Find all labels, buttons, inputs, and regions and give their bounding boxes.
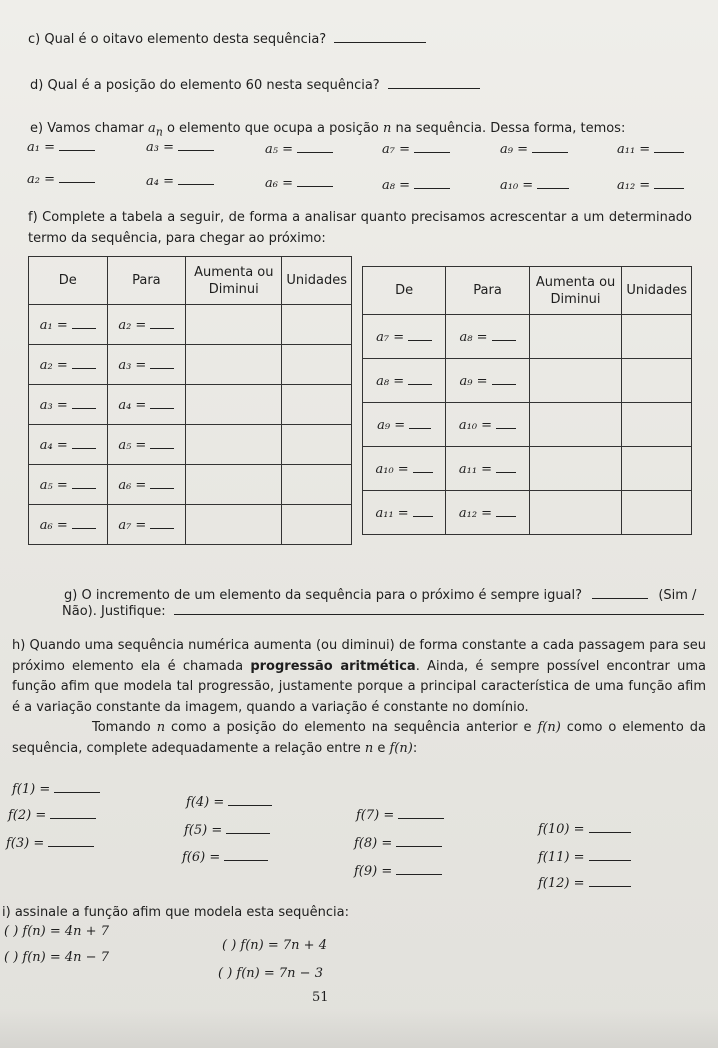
table-row [363,403,692,447]
cell-label: a₄ = [118,398,147,413]
cell-para [446,491,529,535]
term-label: a₄ = [146,174,174,189]
term-blank[interactable] [414,176,450,189]
header-para: Para [446,267,529,315]
function-label: f(4) = [186,795,225,810]
cell-label: a₂ = [118,318,147,333]
question-e [30,120,625,142]
question-h-instruction [12,718,706,759]
question-d-text: d) Qual é a posição do elemento 60 nesta sequência? [30,78,380,93]
question-e-prefix: e) Vamos chamar [30,121,144,136]
option-label: ( ) f(n) = 4n + 7 [4,924,109,939]
cell-de [29,345,108,385]
answer-g-justify-blank[interactable] [174,602,704,615]
cell-blank[interactable] [150,316,174,329]
function-f2 [8,806,96,823]
cell-unidades[interactable] [282,345,352,385]
cell-aumenta[interactable] [186,505,282,545]
table-row [29,305,352,345]
function-label: f(9) = [354,864,393,879]
term-blank[interactable] [414,140,450,153]
term-label: a₁ = [27,140,55,155]
question-h [12,636,706,718]
h-instruction-a: Tomando [92,720,151,735]
cell-aumenta[interactable] [529,447,622,491]
function-label: f(8) = [354,836,393,851]
function-f12 [538,874,631,891]
cell-unidades[interactable] [282,305,352,345]
cell-para [446,359,529,403]
function-label: f(5) = [184,823,223,838]
cell-aumenta[interactable] [529,403,622,447]
answer-c-blank[interactable] [334,30,426,43]
cell-label: a₉ = [377,418,406,433]
option-label: ( ) f(n) = 7n − 3 [218,966,323,981]
cell-para [107,385,186,425]
cell-label: a₈ = [459,330,488,345]
term-label: a₉ = [500,142,528,157]
cell-unidades[interactable] [622,403,692,447]
question-i [2,904,349,922]
header-de: De [363,267,446,315]
cell-label: a₅ = [118,438,147,453]
cell-de [29,465,108,505]
question-e-middle: o elemento que ocupa a posição [166,121,379,136]
question-d [30,76,480,95]
cell-unidades[interactable] [282,385,352,425]
cell-de [363,403,446,447]
cell-label: a₅ = [39,478,68,493]
cell-blank[interactable] [150,396,174,409]
term-a7 [382,140,450,157]
cell-blank[interactable] [150,516,174,529]
function-f11 [538,848,631,865]
cell-unidades[interactable] [622,491,692,535]
cell-label: a₇ = [118,518,147,533]
table-row [363,491,692,535]
cell-blank[interactable] [150,476,174,489]
cell-label: a₄ = [39,438,68,453]
header-de: De [29,257,108,305]
cell-aumenta[interactable] [186,305,282,345]
term-a1 [27,138,95,155]
cell-blank[interactable] [492,372,516,385]
cell-para [446,403,529,447]
function-f4 [186,793,272,810]
cell-blank[interactable] [413,504,433,517]
table-row [363,315,692,359]
term-label: a₈ = [382,178,410,193]
cell-unidades[interactable] [282,505,352,545]
term-blank[interactable] [654,176,684,189]
function-blank[interactable] [226,821,270,834]
cell-blank[interactable] [408,328,432,341]
cell-aumenta[interactable] [529,315,622,359]
page-number: 51 [312,990,329,1005]
option-4[interactable] [218,966,323,981]
cell-unidades[interactable] [622,359,692,403]
question-g-justify [62,602,704,621]
function-blank[interactable] [50,806,96,819]
function-f5 [184,821,270,838]
term-label: a₃ = [146,140,174,155]
term-blank[interactable] [59,138,95,151]
question-g-justify-text: Não). Justifique: [62,604,166,619]
table-row [363,447,692,491]
cell-blank[interactable] [72,316,96,329]
question-c-text: c) Qual é o oitavo elemento desta sequência? [28,32,327,47]
cell-para [107,465,186,505]
cell-blank[interactable] [496,504,516,517]
cell-blank[interactable] [492,328,516,341]
cell-label: a₃ = [39,398,68,413]
option-3[interactable] [222,938,327,953]
question-c [28,30,426,49]
term-label: a₁₂ = [617,178,651,193]
cell-aumenta[interactable] [186,465,282,505]
term-blank[interactable] [178,172,214,185]
function-f6 [182,848,268,865]
n-symbol: n [382,121,392,136]
cell-de [29,305,108,345]
cell-label: a₁₂ = [458,506,493,521]
table-header-row [29,257,352,305]
cell-para [107,425,186,465]
cell-label: a₃ = [118,358,147,373]
function-f9 [354,862,442,879]
term-blank[interactable] [654,140,684,153]
header-aumenta: Aumenta ou Diminui [529,267,622,315]
table-left [28,256,352,545]
cell-label: a₇ = [376,330,405,345]
cell-de [29,425,108,465]
cell-unidades[interactable] [282,425,352,465]
question-g-sim: (Sim / [658,588,697,603]
cell-de [363,359,446,403]
table-row [29,385,352,425]
cell-para [446,447,529,491]
option-1[interactable] [4,924,109,939]
term-label: a₇ = [382,142,410,157]
question-f [28,208,692,249]
function-label: f(1) = [12,782,51,797]
function-f1 [12,780,100,797]
question-i-text: i) assinale a função afim que modela esta sequência: [2,905,349,920]
h-instruction-c: como o elemento da sequência, complete adequadamente a relação entre [12,720,706,756]
function-label: f(11) = [538,850,585,865]
cell-unidades[interactable] [622,315,692,359]
term-blank[interactable] [59,170,95,183]
h-instruction-n2: n [364,740,374,756]
function-label: f(7) = [356,808,395,823]
term-a5 [265,140,333,157]
term-a11 [617,140,684,157]
function-blank[interactable] [224,848,268,861]
cell-para [107,345,186,385]
term-a12 [617,176,684,193]
table-row [29,425,352,465]
question-h-text-2: . Ainda, é sempre possível encontrar uma função afim que modela tal progressão, justamente porque a principal característica de uma função afim é a variação constante da imagem, quando a variação é constante no domínio. [12,658,706,715]
cell-blank[interactable] [72,436,96,449]
function-label: f(12) = [538,876,585,891]
cell-label: a₆ = [39,518,68,533]
term-label: a₆ = [265,176,293,191]
term-a8 [382,176,450,193]
cell-de [363,315,446,359]
term-a9 [500,140,568,157]
table-row [363,359,692,403]
term-blank[interactable] [178,138,214,151]
term-blank[interactable] [297,140,333,153]
cell-label: a₁₁ = [458,462,493,477]
cell-label: a₁₀ = [375,462,409,477]
term-label: a₂ = [27,172,55,187]
cell-para [446,315,529,359]
function-f7 [356,806,444,823]
cell-label: a₆ = [118,478,147,493]
cell-de [29,505,108,545]
function-blank[interactable] [589,848,631,861]
cell-blank[interactable] [150,356,174,369]
cell-blank[interactable] [413,460,433,473]
h-instruction-d: e [377,740,386,756]
term-a6 [265,174,333,191]
function-blank[interactable] [589,874,631,887]
function-label: f(3) = [6,836,45,851]
cell-label: a₁₁ = [375,506,409,521]
cell-blank[interactable] [409,416,431,429]
header-unidades: Unidades [282,257,352,305]
term-label: a₁₀ = [500,178,534,193]
header-aumenta: Aumenta ou Diminui [186,257,282,305]
cell-blank[interactable] [72,356,96,369]
table-row [29,345,352,385]
question-h-bold: progressão aritmética [250,658,416,674]
cell-de [29,385,108,425]
term-label: a₅ = [265,142,293,157]
cell-unidades[interactable] [622,447,692,491]
h-instruction-n: n [156,720,166,735]
cell-de [363,447,446,491]
term-a4 [146,172,214,189]
question-e-suffix: na sequência. Dessa forma, temos: [395,121,626,136]
cell-aumenta[interactable] [186,345,282,385]
question-h-text-1: h) Quando uma sequência numérica aumenta (ou diminui) de forma constante a cada passagem para seu próximo elemento ela é chamada [12,638,706,674]
cell-unidades[interactable] [282,465,352,505]
cell-aumenta[interactable] [186,425,282,465]
cell-blank[interactable] [408,372,432,385]
cell-label: a₁₀ = [458,418,493,433]
h-instruction-f: f(n) [537,720,561,735]
cell-blank[interactable] [72,476,96,489]
term-a2 [27,170,95,187]
question-g-text: g) O incremento de um elemento da sequência para o próximo é sempre igual? [64,588,583,603]
h-instruction-b: como a posição do elemento na sequência anterior e [171,720,532,735]
option-label: ( ) f(n) = 4n − 7 [4,950,109,965]
option-2[interactable] [4,950,109,965]
an-subscript: n [155,125,163,139]
cell-blank[interactable] [72,396,96,409]
table-row [29,465,352,505]
page-shadow [0,1008,718,1048]
cell-label: a₉ = [459,374,488,389]
cell-aumenta[interactable] [529,359,622,403]
h-instruction-f2: f(n) [389,740,413,756]
term-a3 [146,138,214,155]
function-blank[interactable] [398,806,444,819]
function-blank[interactable] [54,780,100,793]
an-letter: a [148,121,156,136]
cell-de [363,491,446,535]
table-header-row [363,267,692,315]
cell-para [107,305,186,345]
question-f-text: f) Complete a tabela a seguir, de forma a analisar quanto precisamos acrescentar a um determinado termo da sequência, para chegar ao próximo: [28,210,692,246]
term-blank[interactable] [297,174,333,187]
function-f10 [538,820,631,837]
cell-blank[interactable] [496,460,516,473]
answer-d-blank[interactable] [388,76,480,89]
table-right [362,266,692,535]
function-blank[interactable] [396,834,442,847]
function-label: f(10) = [538,822,585,837]
function-label: f(2) = [8,808,47,823]
term-blank[interactable] [532,140,568,153]
cell-blank[interactable] [496,416,516,429]
header-unidades: Unidades [622,267,692,315]
function-blank[interactable] [396,862,442,875]
cell-para [107,505,186,545]
cell-label: a₈ = [376,374,405,389]
h-instruction-e: : [412,740,418,756]
answer-g-blank[interactable] [592,586,648,599]
term-a10 [500,176,569,193]
function-blank[interactable] [228,793,272,806]
term-label: a₁₁ = [617,142,651,157]
function-f8 [354,834,442,851]
cell-blank[interactable] [72,516,96,529]
cell-aumenta[interactable] [186,385,282,425]
cell-label: a₁ = [39,318,68,333]
option-label: ( ) f(n) = 7n + 4 [222,938,327,953]
header-para: Para [107,257,186,305]
cell-blank[interactable] [150,436,174,449]
function-label: f(6) = [182,850,221,865]
cell-aumenta[interactable] [529,491,622,535]
function-blank[interactable] [589,820,631,833]
function-f3 [6,834,94,851]
table-row [29,505,352,545]
function-blank[interactable] [48,834,94,847]
cell-label: a₂ = [39,358,68,373]
an-symbol [148,121,163,139]
term-blank[interactable] [537,176,569,189]
